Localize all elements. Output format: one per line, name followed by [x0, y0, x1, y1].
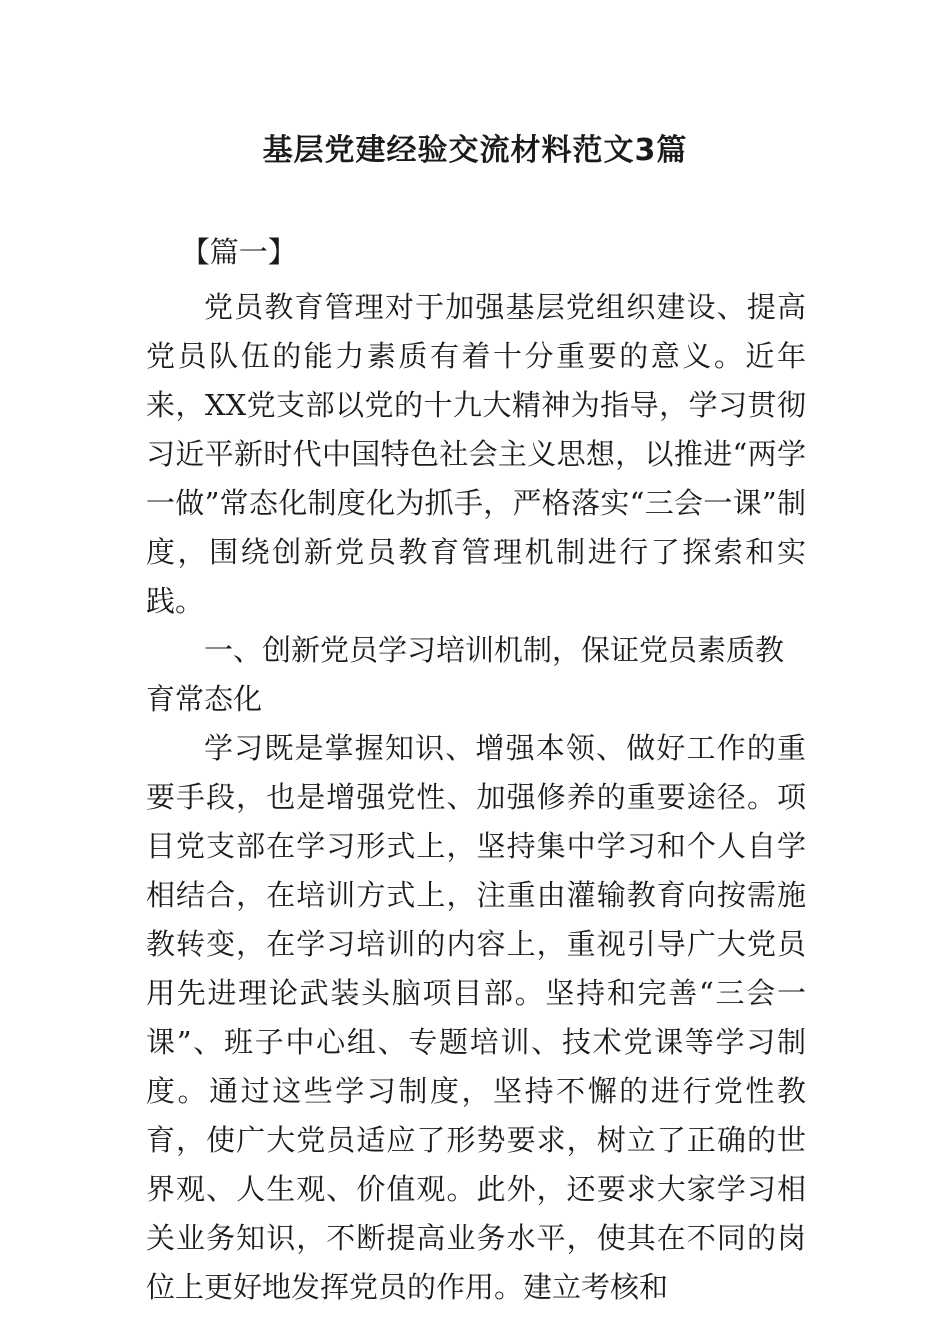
section-heading-1: 一、创新党员学习培训机制，保证党员素质教育常态化	[146, 633, 785, 716]
section-label: 【篇一】	[180, 235, 297, 269]
document-body	[146, 228, 806, 1312]
body-paragraph: 学习既是掌握知识、增强本领、做好工作的重要手段，也是增强党性、加强修养的重要途径。项目党支部在学习形式上，坚持集中学习和个人自学相结合，在培训方式上，注重由灌输教育向按需施教转变，在学习培训的内容上，重视引导广大党员用先进理论武装头脑项目部。坚持和完善“三会一课”、班子中心组、专题培训、技术党课等学习制度。通过这些学习制度，坚持不懈的进行党性教育，使广大党员适应了形势要求，树立了正确的世界观、人生观、价值观。此外，还要求大家学习相关业务知识，不断提高业务水平，使其在不同的岗位上更好地发挥党员的作用。建立考核和	[146, 731, 806, 1304]
intro-paragraph: 党员教育管理对于加强基层党组织建设、提高党员队伍的能力素质有着十分重要的意义。近年来，XX党支部以党的十九大精神为指导，学习贯彻习近平新时代中国特色社会主义思想，以推进“两学一做”常态化制度化为抓手，严格落实“三会一课”制度，围绕创新党员教育管理机制进行了探索和实践。	[146, 290, 806, 618]
document-title: 基层党建经验交流材料范文3篇	[262, 133, 688, 168]
